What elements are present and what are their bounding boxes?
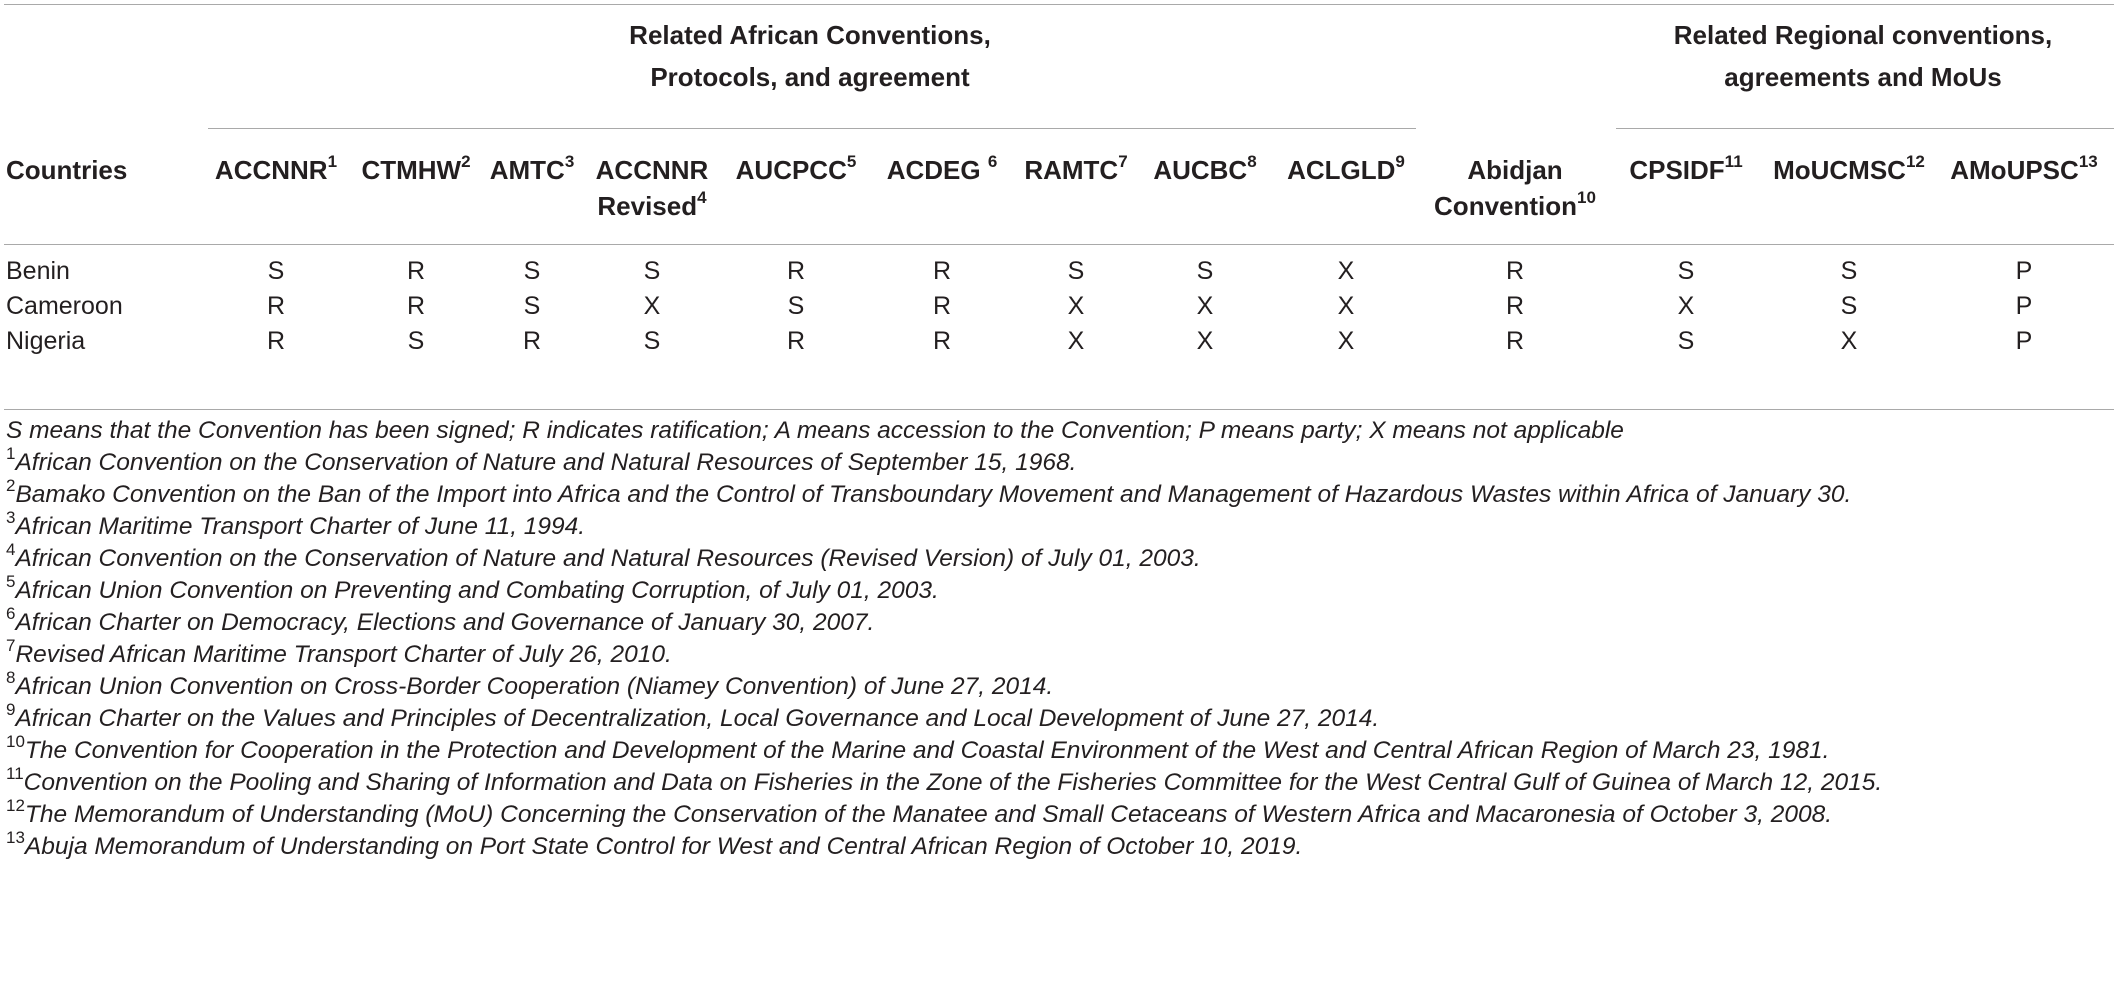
table-cell: S — [407, 327, 425, 355]
group-header-regional — [1612, 14, 2114, 98]
footnote-number: 5 — [6, 571, 16, 591]
column-header-text: AUCBC — [1153, 155, 1248, 185]
footnote — [6, 731, 2116, 766]
footnote-number: 12 — [6, 795, 25, 815]
table-notes — [6, 416, 2116, 864]
column-header-text: AMoUPSC — [1950, 155, 2079, 185]
footnote-text: African Union Convention on Preventing and Combating Corruption, of July 01, 2003. — [15, 577, 939, 604]
column-header-text: MoUCMSC — [1773, 155, 1906, 185]
table-cell: X — [1196, 327, 1214, 355]
footnote-text: The Convention for Cooperation in the Protection and Development of the Marine and Coastal Environment of the West and Central African Region of March 23, 1981. — [24, 737, 1830, 764]
column-header-text: RAMTC — [1024, 155, 1119, 185]
table-cell: X — [1067, 327, 1085, 355]
table-top-rule — [4, 4, 2114, 5]
table-cell: X — [1840, 327, 1858, 355]
table-cell: S — [787, 292, 805, 320]
column-header-footnote-ref: 10 — [1577, 188, 1596, 208]
table-bottom-rule — [4, 409, 2114, 410]
table-cell: R — [406, 257, 426, 285]
table-cell: P — [2015, 292, 2033, 320]
legend-note: S means that the Convention has been signed; R indicates ratification; A means accession to the Convention; P means party; X means not applicable — [6, 417, 1624, 444]
table-cell: R — [932, 257, 952, 285]
table-cell: R — [1505, 292, 1525, 320]
group-header-african-line1: Related African Conventions, — [629, 20, 991, 50]
column-header-line2 — [1415, 188, 1615, 224]
row-country-label: Benin — [6, 257, 70, 285]
footnote-number: 7 — [6, 635, 16, 655]
table-cell: S — [1840, 257, 1858, 285]
footnote — [6, 475, 2116, 510]
footnote — [6, 603, 2116, 638]
footnote-text: Convention on the Pooling and Sharing of Information and Data on Fisheries in the Zone of the Fisheries Committee for the West Central Gulf of Guinea of March 12, 2015. — [23, 769, 1883, 796]
table-cell: P — [2015, 327, 2033, 355]
footnote-text: African Convention on the Conservation of Nature and Natural Resources (Revised Version) of July 01, 2003. — [15, 545, 1201, 572]
column-header — [1276, 152, 1416, 188]
footnote — [6, 763, 2116, 798]
column-header — [1014, 152, 1138, 188]
column-header-text: Convention — [1434, 191, 1578, 221]
table-cell: X — [1196, 292, 1214, 320]
column-header-footnote-ref: 8 — [1247, 152, 1257, 172]
group-rule-african — [208, 128, 1416, 129]
table-cell: X — [1337, 327, 1355, 355]
table-cell: R — [266, 292, 286, 320]
footnote-number: 9 — [6, 699, 16, 719]
column-header-text: CTMHW — [361, 155, 462, 185]
column-header-text: ACDEG — [886, 155, 988, 185]
column-header-footnote-ref: 12 — [1905, 152, 1925, 172]
table-cell: X — [643, 292, 661, 320]
table-cell: S — [267, 257, 285, 285]
footnote-number: 6 — [6, 603, 16, 623]
column-header — [1764, 152, 1934, 188]
footnote-text: African Maritime Transport Charter of June 11, 1994. — [15, 513, 586, 540]
row-country-label: Cameroon — [6, 292, 123, 320]
footnote — [6, 539, 2116, 574]
table-cell: R — [932, 327, 952, 355]
column-header-line1: Abidjan — [1467, 155, 1563, 185]
column-header-text: ACCNNR — [214, 155, 328, 185]
footnote — [6, 507, 2116, 542]
table-cell: S — [643, 327, 661, 355]
table-cell: S — [1677, 327, 1695, 355]
column-header — [1934, 152, 2114, 188]
footnote-number: 1 — [6, 443, 16, 463]
footnote — [6, 571, 2116, 606]
table-cell: S — [1196, 257, 1214, 285]
footnote — [6, 635, 2116, 670]
table-cell: X — [1067, 292, 1085, 320]
footnote-number: 4 — [6, 539, 16, 559]
column-header-footnote-ref: 1 — [327, 152, 338, 172]
table-cell: S — [643, 257, 661, 285]
countries-header-text: Countries — [6, 155, 128, 185]
footnote-text: African Convention on the Conservation of Nature and Natural Resources of September 15, 1968. — [15, 449, 1077, 476]
group-header-regional-line1: Related Regional conventions, — [1673, 20, 2053, 50]
column-header-line2 — [577, 188, 727, 224]
table-cell: R — [406, 292, 426, 320]
column-header — [1143, 152, 1267, 188]
column-header-text: CPSIDF — [1629, 155, 1725, 185]
column-header-line1: ACCNNR — [595, 155, 709, 185]
row-country-label: Nigeria — [6, 327, 86, 355]
table-cell: S — [1677, 257, 1695, 285]
footnote-text: African Union Convention on Cross-Border Cooperation (Niamey Convention) of June 27, 2014. — [15, 673, 1054, 700]
table-cell: R — [1505, 327, 1525, 355]
header-bottom-rule — [4, 244, 2114, 245]
table-cell: X — [1677, 292, 1695, 320]
column-header — [1415, 152, 1615, 224]
column-header-text: Revised — [597, 191, 698, 221]
footnote-text: Bamako Convention on the Ban of the Import into Africa and the Control of Transboundary Movement and Management of Hazardous Wastes within Africa of January 30. — [15, 481, 1852, 508]
column-header-footnote-ref: 3 — [564, 152, 575, 172]
footnote-number: 8 — [6, 667, 16, 687]
table-cell: S — [523, 292, 541, 320]
footnote-number: 10 — [6, 731, 25, 751]
table-cell: S — [1840, 292, 1858, 320]
column-header-footnote-ref: 5 — [846, 152, 857, 172]
column-header — [480, 152, 584, 188]
column-header-footnote-ref: 6 — [987, 152, 998, 172]
footnote-text: Abuja Memorandum of Understanding on Port State Control for West and Central African Region of October 10, 2019. — [24, 833, 1303, 860]
table-cell: X — [1337, 292, 1355, 320]
footnote-text: African Charter on Democracy, Elections and Governance of January 30, 2007. — [15, 609, 875, 636]
footnote — [6, 795, 2116, 830]
group-rule-regional — [1616, 128, 2114, 129]
footnote-number: 13 — [6, 827, 25, 847]
table-cell: R — [266, 327, 286, 355]
footnote — [6, 443, 2116, 478]
column-header-footnote-ref: 2 — [461, 152, 471, 172]
column-header-text: ACLGLD — [1287, 155, 1396, 185]
table-cell: R — [932, 292, 952, 320]
footnote-number: 3 — [6, 507, 16, 527]
group-header-african-line2: Protocols, and agreement — [650, 62, 970, 92]
footnote — [6, 827, 2116, 862]
table-cell: R — [786, 257, 806, 285]
table-cell: S — [523, 257, 541, 285]
column-header-text: AUCPCC — [735, 155, 847, 185]
column-header-footnote-ref: 7 — [1118, 152, 1128, 172]
column-header — [721, 152, 871, 188]
footnote — [6, 667, 2116, 702]
group-header-regional-line2: agreements and MoUs — [1724, 62, 2002, 92]
column-header-text: AMTC — [489, 155, 565, 185]
column-header — [201, 152, 351, 188]
footnote-text: The Memorandum of Understanding (MoU) Concerning the Conservation of the Manatee and Small Cetaceans of Western Africa and Macaronesia of October 3, 2008. — [24, 801, 1833, 828]
footnote-number: 11 — [6, 763, 24, 783]
column-header-footnote-ref: 11 — [1724, 152, 1743, 172]
table-cell: R — [1505, 257, 1525, 285]
footnote-list — [6, 443, 2116, 862]
table-cell: R — [522, 327, 542, 355]
footnote — [6, 699, 2116, 734]
footnote-number: 2 — [6, 475, 16, 495]
column-header-footnote-ref: 13 — [2078, 152, 2098, 172]
table-cell: P — [2015, 257, 2033, 285]
column-header — [1606, 152, 1766, 188]
table-cell: S — [1067, 257, 1085, 285]
group-header-african — [204, 14, 1416, 98]
footnote-text: African Charter on the Values and Principles of Decentralization, Local Governance and Local Development of June 27, 2014. — [15, 705, 1380, 732]
column-header — [351, 152, 481, 188]
table-cell: R — [786, 327, 806, 355]
column-header-footnote-ref: 4 — [697, 188, 707, 208]
column-header-footnote-ref: 9 — [1395, 152, 1405, 172]
footnote-text: Revised African Maritime Transport Charter of July 26, 2010. — [15, 641, 672, 668]
column-header — [577, 152, 727, 224]
table-cell: X — [1337, 257, 1355, 285]
countries-header — [6, 152, 127, 188]
column-header — [872, 152, 1012, 188]
